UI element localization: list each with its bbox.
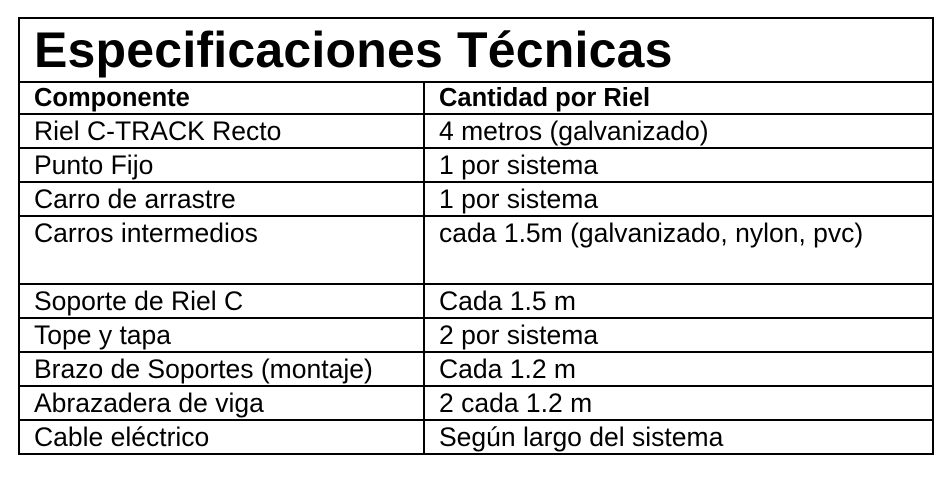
table-row	[19, 420, 933, 454]
table-row	[19, 284, 933, 318]
component-cell: Soporte de Riel C	[19, 284, 424, 318]
quantity-cell: 1 por sistema	[424, 182, 933, 216]
quantity-cell: Cada 1.2 m	[424, 352, 933, 386]
table-row	[19, 386, 933, 420]
table-row	[19, 114, 933, 148]
title-row	[19, 18, 933, 82]
table-title: Especificaciones Técnicas	[19, 18, 933, 82]
component-cell: Cable eléctrico	[19, 420, 424, 454]
header-quantity: Cantidad por Riel	[424, 82, 933, 114]
quantity-cell: Según largo del sistema	[424, 420, 933, 454]
table-row	[19, 182, 933, 216]
quantity-cell: 2 por sistema	[424, 318, 933, 352]
component-cell: Riel C-TRACK Recto	[19, 114, 424, 148]
component-cell: Brazo de Soportes (montaje)	[19, 352, 424, 386]
table-row	[19, 352, 933, 386]
header-component: Componente	[19, 82, 424, 114]
quantity-cell: cada 1.5m (galvanizado, nylon, pvc)	[424, 216, 933, 284]
header-row	[19, 82, 933, 114]
quantity-cell: 4 metros (galvanizado)	[424, 114, 933, 148]
component-cell: Tope y tapa	[19, 318, 424, 352]
component-cell: Carro de arrastre	[19, 182, 424, 216]
quantity-cell: Cada 1.5 m	[424, 284, 933, 318]
quantity-cell: 2 cada 1.2 m	[424, 386, 933, 420]
quantity-cell: 1 por sistema	[424, 148, 933, 182]
component-cell: Punto Fijo	[19, 148, 424, 182]
table-row	[19, 148, 933, 182]
table-row	[19, 216, 933, 284]
table-row	[19, 318, 933, 352]
component-cell: Carros intermedios	[19, 216, 424, 284]
component-cell: Abrazadera de viga	[19, 386, 424, 420]
specifications-table	[18, 17, 934, 455]
